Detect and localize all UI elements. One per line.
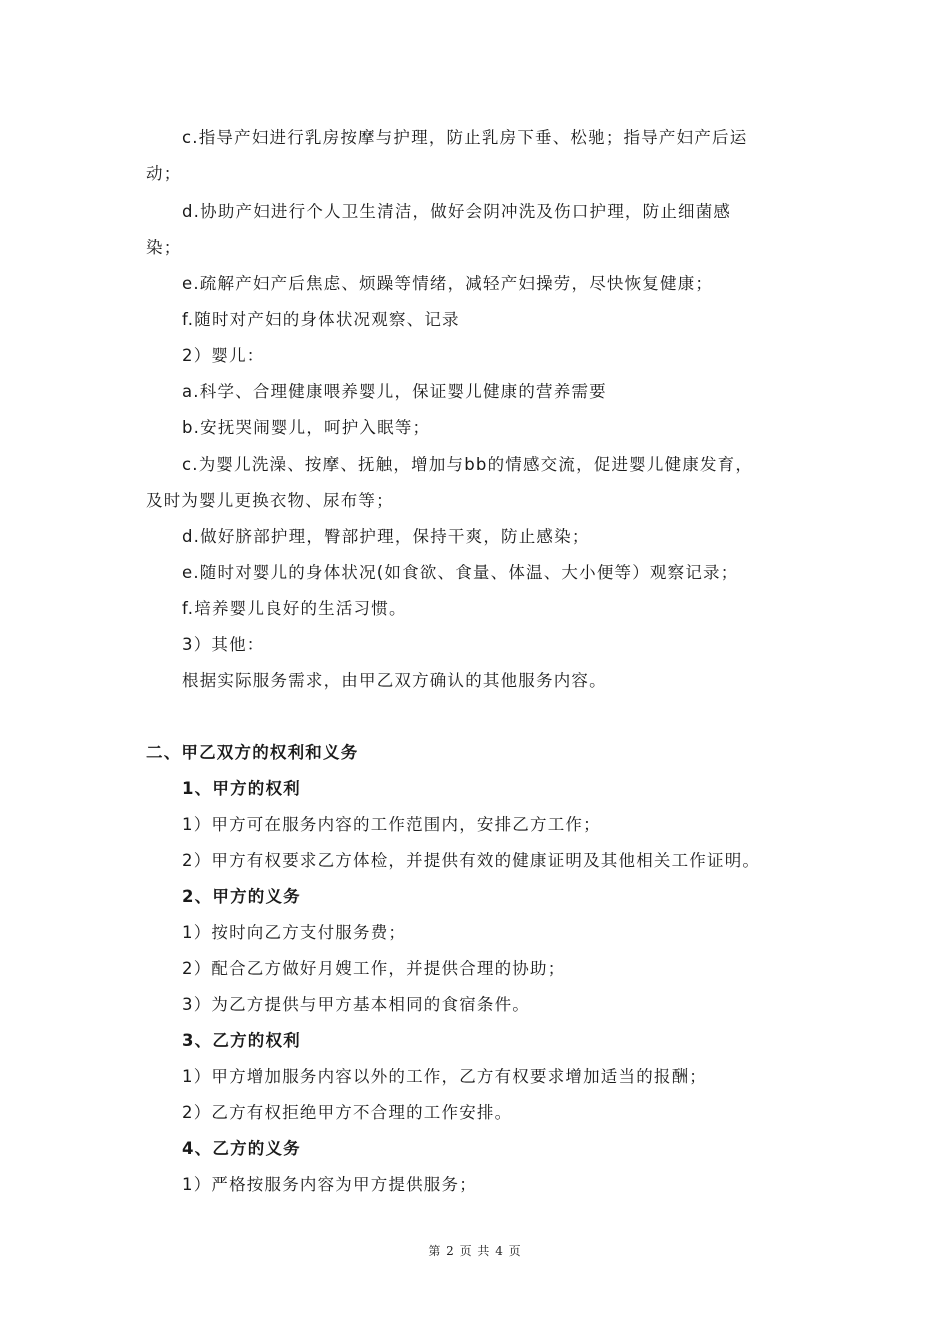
paragraph-line: 1）甲方增加服务内容以外的工作，乙方有权要求增加适当的报酬； bbox=[182, 1067, 707, 1086]
paragraph-line: 1）按时向乙方支付服务费； bbox=[182, 923, 407, 942]
paragraph-line: 1）严格按服务内容为甲方提供服务； bbox=[182, 1175, 477, 1194]
page-number-footer: 第 2 页 共 4 页 bbox=[428, 1244, 522, 1258]
paragraph-line: 2）乙方有权拒绝甲方不合理的工作安排。 bbox=[182, 1103, 513, 1122]
section-heading: 二、甲乙双方的权利和义务 bbox=[146, 743, 359, 762]
paragraph-line: d.做好脐部护理，臀部护理，保持干爽，防止感染； bbox=[182, 527, 590, 546]
paragraph-line: c.指导产妇进行乳房按摩与护理，防止乳房下垂、松驰；指导产妇产后运 bbox=[182, 128, 748, 147]
paragraph-line: b.安抚哭闹婴儿，呵护入眠等； bbox=[182, 418, 431, 437]
paragraph-line: f.随时对产妇的身体状况观察、记录 bbox=[182, 310, 460, 329]
paragraph-line: 1）甲方可在服务内容的工作范围内，安排乙方工作； bbox=[182, 815, 601, 834]
paragraph-line: 及时为婴儿更换衣物、尿布等； bbox=[146, 491, 394, 510]
paragraph-line: 3）为乙方提供与甲方基本相同的食宿条件。 bbox=[182, 995, 530, 1014]
subsection-heading: 2、甲方的义务 bbox=[182, 887, 301, 906]
paragraph-line: a.科学、合理健康喂养婴儿，保证婴儿健康的营养需要 bbox=[182, 382, 607, 401]
subsection-heading: 3、乙方的权利 bbox=[182, 1031, 301, 1050]
paragraph-line: 动； bbox=[146, 164, 182, 183]
paragraph-line: 2）婴儿： bbox=[182, 346, 265, 365]
paragraph-line: 2）甲方有权要求乙方体检，并提供有效的健康证明及其他相关工作证明。 bbox=[182, 851, 761, 870]
paragraph-line: c.为婴儿洗澡、按摩、抚触，增加与bb的情感交流，促进婴儿健康发育， bbox=[182, 455, 754, 474]
paragraph-line: 2）配合乙方做好月嫂工作，并提供合理的协助； bbox=[182, 959, 566, 978]
paragraph-line: e.随时对婴儿的身体状况(如食欲、食量、体温、大小便等）观察记录； bbox=[182, 563, 739, 582]
subsection-heading: 1、甲方的权利 bbox=[182, 779, 301, 798]
subsection-heading: 4、乙方的义务 bbox=[182, 1139, 301, 1158]
paragraph-line: 染； bbox=[146, 238, 182, 257]
paragraph-line: 根据实际服务需求，由甲乙双方确认的其他服务内容。 bbox=[182, 671, 607, 690]
paragraph-line: f.培养婴儿良好的生活习惯。 bbox=[182, 599, 407, 618]
paragraph-line: 3）其他： bbox=[182, 635, 265, 654]
paragraph-line: e.疏解产妇产后焦虑、烦躁等情绪，减轻产妇操劳，尽快恢复健康； bbox=[182, 274, 714, 293]
paragraph-line: d.协助产妇进行个人卫生清洁，做好会阴冲洗及伤口护理，防止细菌感 bbox=[182, 202, 732, 221]
